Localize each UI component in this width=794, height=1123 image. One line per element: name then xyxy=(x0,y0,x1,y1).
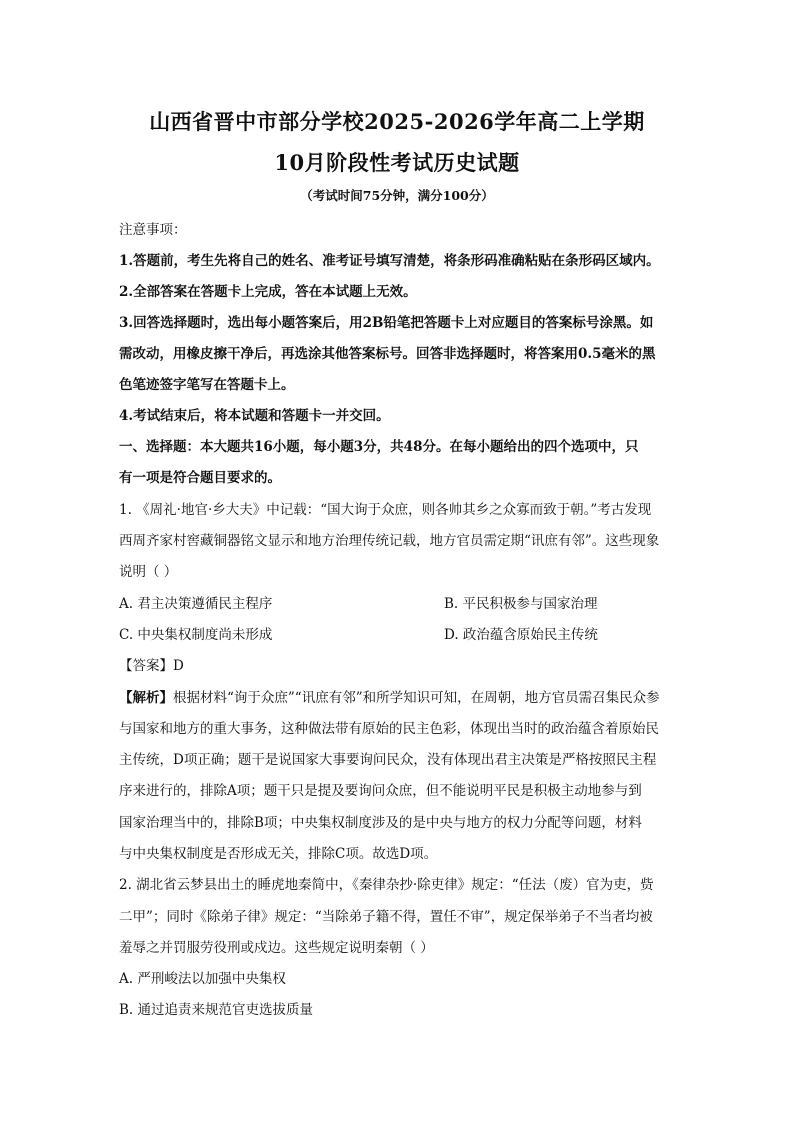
analysis-line: 序来进行的，排除A项；题干只是提及要询问众庶，但不能说明平民是积极主动地参与到 xyxy=(119,783,642,799)
notes-heading: 注意事项： xyxy=(119,222,187,238)
option-c: C. 中央集权制度尚未形成 xyxy=(119,627,273,643)
exam-title-line1: 山西省晋中市部分学校2025-2026学年高二上学期 xyxy=(149,109,645,134)
analysis-line: 国家治理当中的，排除B项；中央集权制度涉及的是中央与地方的权力分配等问题，材料 xyxy=(119,815,642,831)
exam-subtitle: （考试时间75分钟，满分100分） xyxy=(300,188,494,203)
analysis-text: 根据材料“询于众庶”“讯庶有邻”和所学知识可知，在周朝，地方官员需召集民众参 xyxy=(173,690,660,706)
option-b: B. 通过追责来规范官吏选拔质量 xyxy=(119,1002,314,1018)
option-a: A. 严刑峻法以加强中央集权 xyxy=(119,971,286,987)
notes-line: 4.考试结束后，将本试题和答题卡一并交回。 xyxy=(119,408,390,424)
question-stem: 2. 湖北省云梦县出土的睡虎地秦简中，《秦律杂抄·除吏律》规定：“任法（废）官为吏，赀 xyxy=(119,877,654,893)
question-stem: 西周齐家村窖藏铜器铭文显示和地方治理传统记载，地方官员需定期“讯庶有邻”。这些现象 xyxy=(119,533,660,549)
question-stem: 1. 《周礼·地官·乡大夫》中记载：“国大询于众庶，则各帅其乡之众寡而致于朝。”考古发现 xyxy=(119,502,652,518)
option-a: A. 君主决策遵循民主程序 xyxy=(119,596,273,612)
option-d: D. 政治蕴含原始民主传统 xyxy=(444,627,598,643)
question-stem: 羞辱之并罚服劳役刑或戍边。这些规定说明秦朝（ ） xyxy=(119,940,434,956)
question-stem: 二甲”；同时《除弟子律》规定：“当除弟子籍不得，置任不审”，规定保举弟子不当者均被 xyxy=(119,909,653,925)
answer-line: 【答案】D xyxy=(119,658,184,674)
analysis-line: 与国家和地方的重大事务，这种做法带有原始的民主色彩，体现出当时的政治蕴含着原始民 xyxy=(119,721,659,737)
section-heading: 有一项是符合题目要求的。 xyxy=(119,470,281,486)
notes-line: 需改动，用橡皮擦干净后，再选涂其他答案标号。回答非选择题时，将答案用0.5毫米的黑 xyxy=(119,346,656,362)
question-stem: 说明（ ） xyxy=(119,564,178,580)
notes-line: 色笔迹签字笔写在答题卡上。 xyxy=(119,377,295,393)
section-heading: 一、选择题：本大题共16小题，每小题3分，共48分。在每小题给出的四个选项中，只 xyxy=(119,439,639,455)
option-b: B. 平民积极参与国家治理 xyxy=(444,596,598,612)
notes-line: 1.答题前，考生先将自己的姓名、准考证号填写清楚，将条形码准确粘贴在条形码区域内。 xyxy=(119,253,660,269)
exam-title-line2: 10月阶段性考试历史试题 xyxy=(274,150,520,175)
analysis-line: 主传统，D项正确；题干是说国家大事要询问民众，没有体现出君主决策是严格按照民主程 xyxy=(119,752,657,768)
notes-line: 3.回答选择题时，选出每小题答案后，用2B铅笔把答题卡上对应题目的答案标号涂黑。如 xyxy=(119,315,654,331)
notes-line: 2.全部答案在答题卡上完成，答在本试题上无效。 xyxy=(119,284,417,300)
analysis-line xyxy=(119,686,660,706)
analysis-label: 【解析】 xyxy=(119,690,173,706)
analysis-line: 与中央集权制度是否形成无关，排除C项。故选D项。 xyxy=(119,846,438,862)
